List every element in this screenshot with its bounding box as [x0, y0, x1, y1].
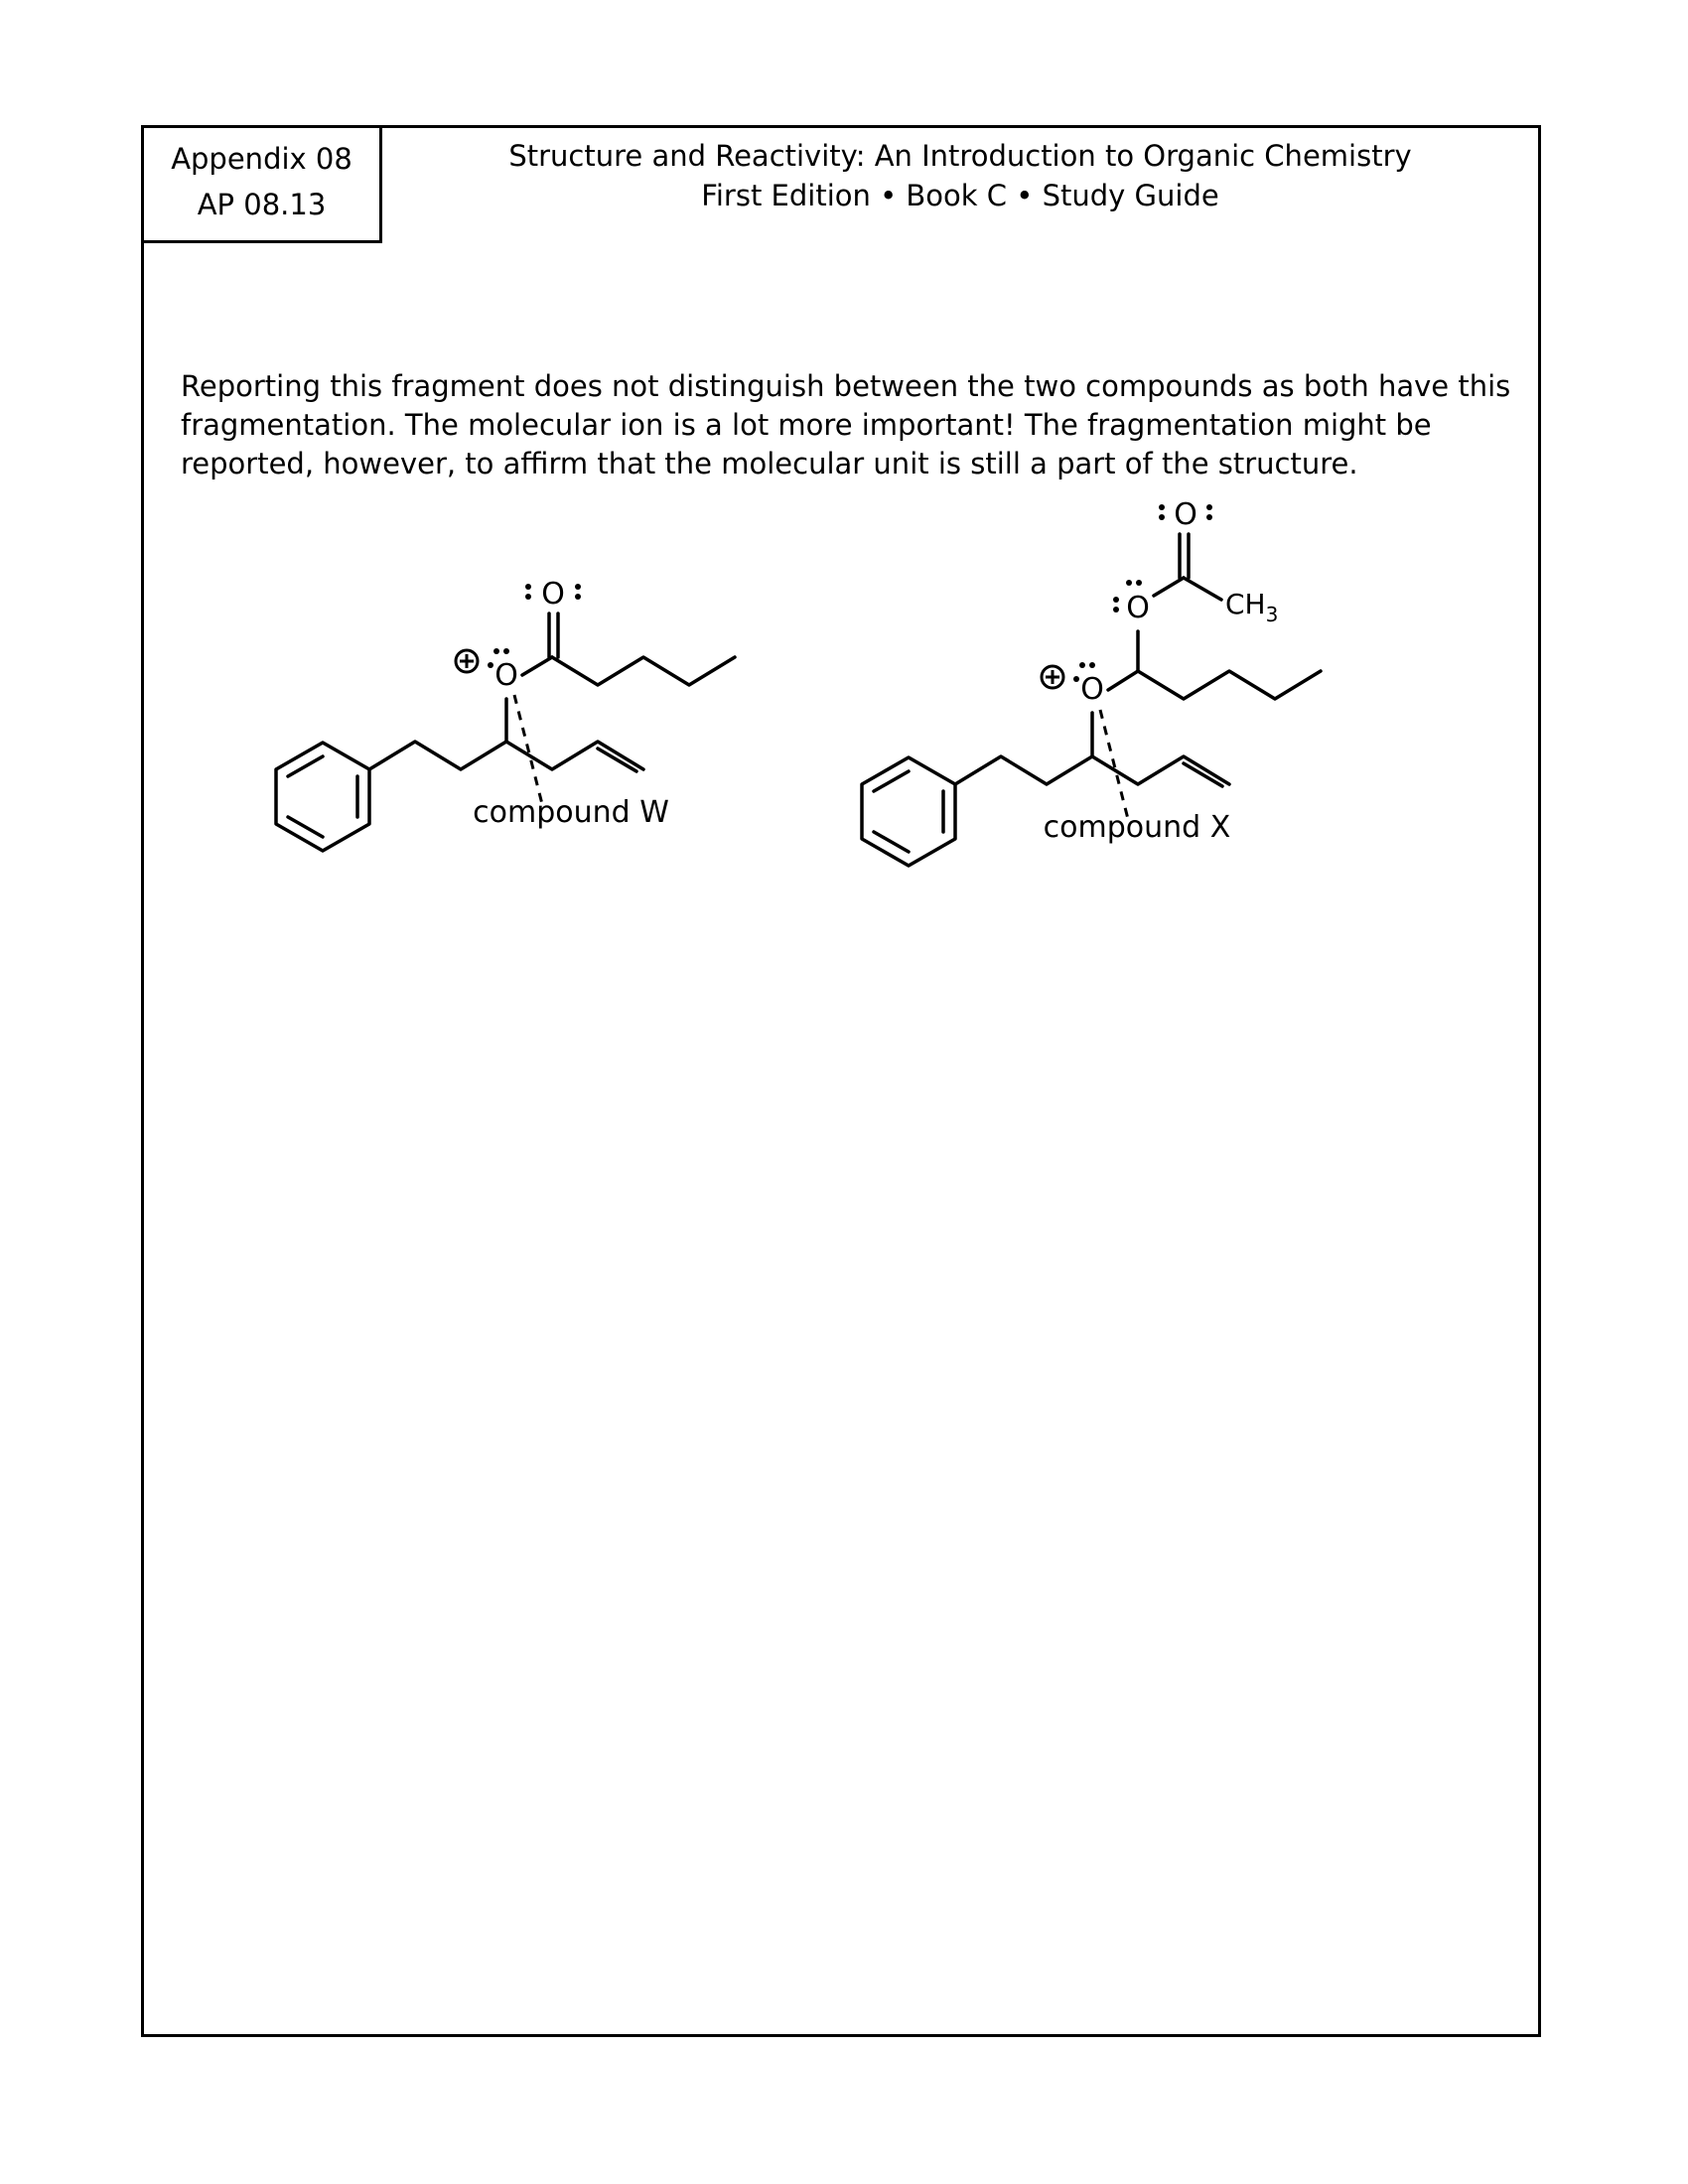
carbonyl-oxygen-w: O — [541, 577, 565, 612]
body-text — [181, 367, 1531, 483]
ether-oxygen-x: O — [1126, 591, 1150, 625]
methyl-label: CH — [1225, 588, 1266, 620]
ester-oxygen-x: O — [1080, 672, 1104, 707]
appendix-number: Appendix 08 — [171, 142, 352, 176]
compound-x-label: compound X — [1043, 810, 1231, 845]
ester-oxygen-w: O — [494, 658, 518, 693]
book-title: Structure and Reactivity: An Introduction to Organic Chemistry — [508, 139, 1412, 173]
book-subtitle: First Edition • Book C • Study Guide — [701, 179, 1219, 212]
methyl-subscript: 3 — [1265, 603, 1279, 626]
appendix-box — [144, 128, 382, 243]
compound-w-label: compound W — [473, 795, 669, 830]
appendix-page-code: AP 08.13 — [197, 188, 327, 221]
page-header — [382, 136, 1538, 215]
explanation-paragraph: Reporting this fragment does not distinguish between the two compounds as both have this fragmentation. The molecular ion is a lot more important! The fragmentation might be reported, however, to affirm that the molecular unit is still a part of the structure. — [181, 369, 1511, 480]
carbonyl-oxygen-x: O — [1174, 497, 1197, 532]
